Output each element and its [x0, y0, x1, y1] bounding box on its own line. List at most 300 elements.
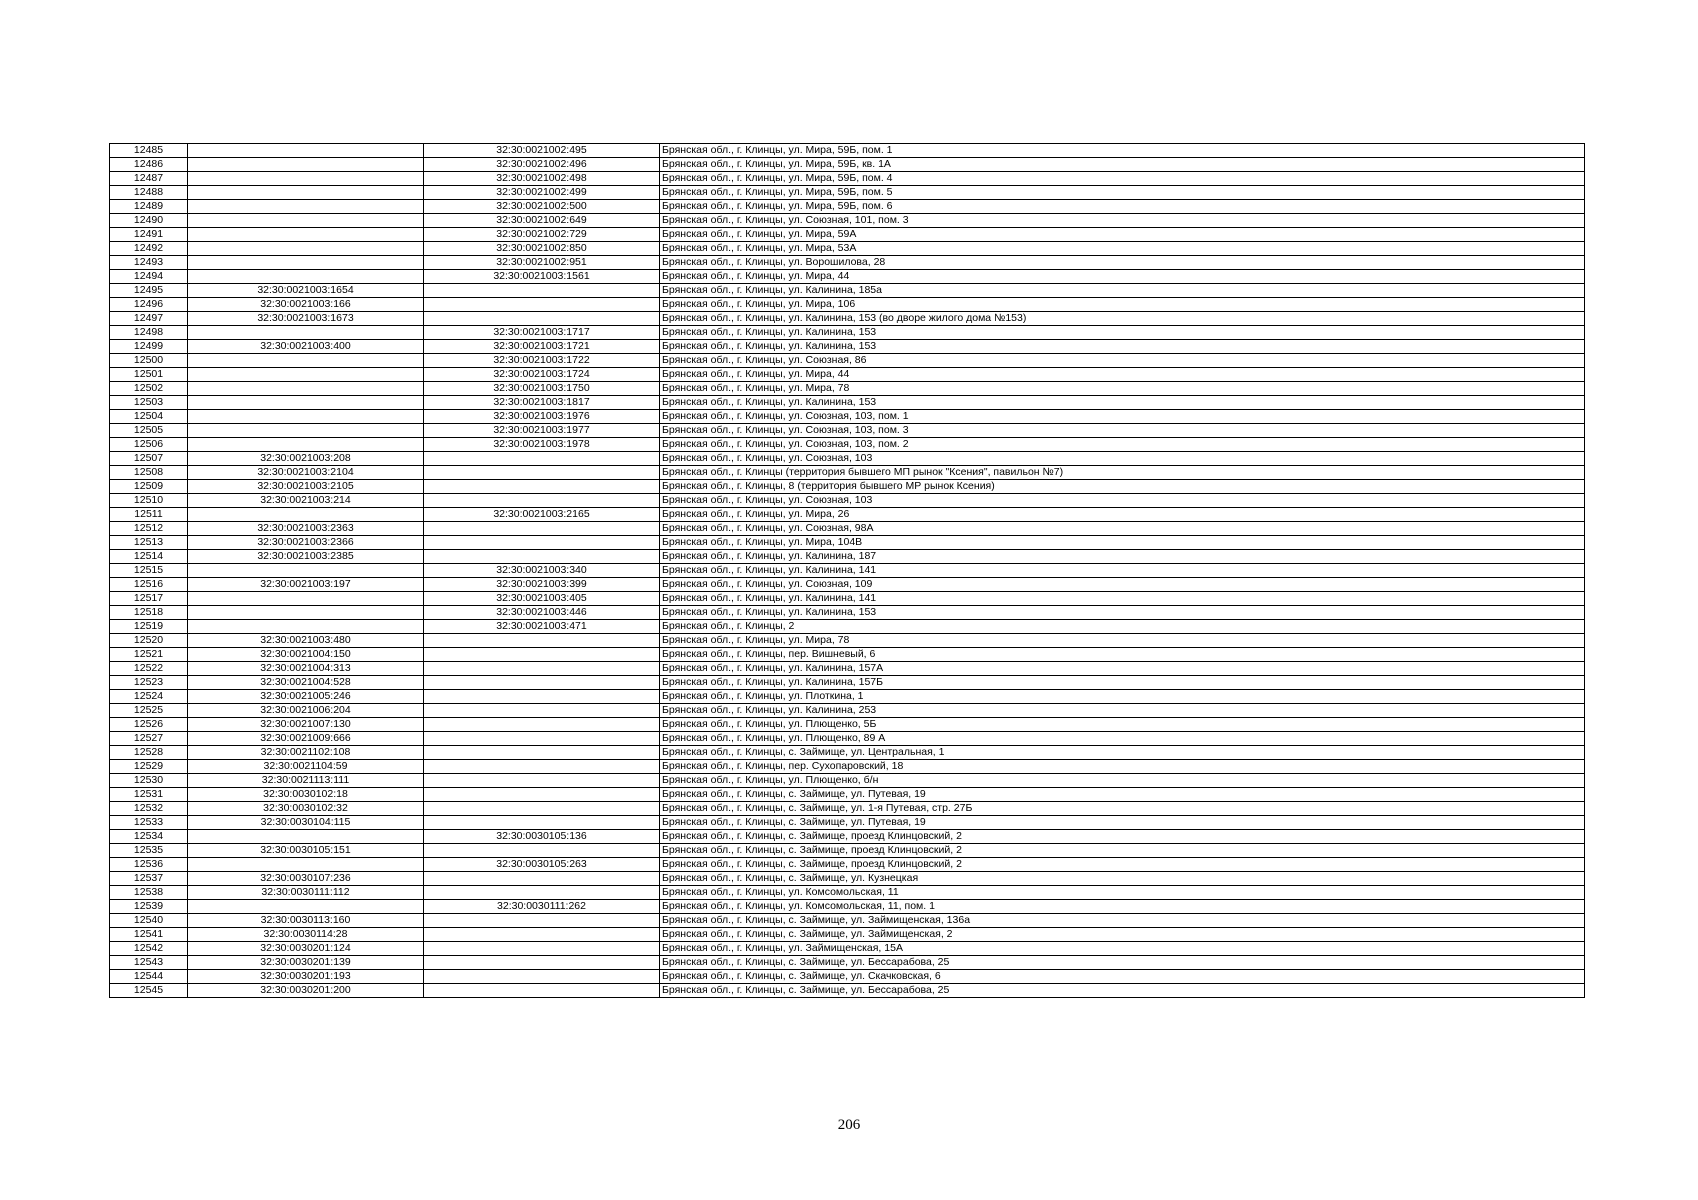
- table-cell: 12508: [110, 466, 188, 480]
- table-cell: 32:30:0021003:166: [188, 298, 424, 312]
- table-row: [110, 396, 1585, 410]
- table-row: [110, 494, 1585, 508]
- table-row: [110, 788, 1585, 802]
- table-cell: 32:30:0030105:151: [188, 844, 424, 858]
- table-cell: 12494: [110, 270, 188, 284]
- table-cell: Брянская обл., г. Клинцы, ул. Калинина, 157А: [660, 662, 1585, 676]
- table-cell: Брянская обл., г. Клинцы, ул. Мира, 59Б, пом. 4: [660, 172, 1585, 186]
- table-cell: 12541: [110, 928, 188, 942]
- table-cell: Брянская обл., г. Клинцы, ул. Союзная, 103, пом. 2: [660, 438, 1585, 452]
- table-cell: Брянская обл., г. Клинцы, ул. Калинина, 253: [660, 704, 1585, 718]
- table-cell: [188, 326, 424, 340]
- table-cell: 32:30:0021002:951: [424, 256, 660, 270]
- table-cell: [188, 270, 424, 284]
- table-cell: [424, 746, 660, 760]
- table-cell: 32:30:0030114:28: [188, 928, 424, 942]
- table-cell: [188, 200, 424, 214]
- table-cell: 32:30:0021003:1654: [188, 284, 424, 298]
- table-cell: 32:30:0021002:729: [424, 228, 660, 242]
- table-row: [110, 382, 1585, 396]
- table-cell: 32:30:0021003:2165: [424, 508, 660, 522]
- table-cell: Брянская обл., г. Клинцы, ул. Союзная, 103, пом. 3: [660, 424, 1585, 438]
- table-row: [110, 158, 1585, 172]
- table-cell: 32:30:0030111:112: [188, 886, 424, 900]
- table-row: [110, 802, 1585, 816]
- table-row: [110, 242, 1585, 256]
- table-row: [110, 186, 1585, 200]
- table-cell: Брянская обл., г. Клинцы, с. Займище, ул. Бессарабова, 25: [660, 984, 1585, 998]
- table-cell: [424, 662, 660, 676]
- table-row: [110, 774, 1585, 788]
- table-cell: [424, 774, 660, 788]
- table-cell: 32:30:0021003:1561: [424, 270, 660, 284]
- table-cell: 32:30:0021003:1721: [424, 340, 660, 354]
- table-cell: [188, 424, 424, 438]
- table-cell: 12517: [110, 592, 188, 606]
- table-cell: 32:30:0021003:399: [424, 578, 660, 592]
- table-cell: 32:30:0021003:2385: [188, 550, 424, 564]
- table-cell: 32:30:0021003:1977: [424, 424, 660, 438]
- table-cell: 32:30:0030201:200: [188, 984, 424, 998]
- table-row: [110, 606, 1585, 620]
- table-cell: [188, 564, 424, 578]
- table-cell: [424, 914, 660, 928]
- table-cell: Брянская обл., г. Клинцы, ул. Комсомольская, 11: [660, 886, 1585, 900]
- table-cell: 12504: [110, 410, 188, 424]
- table-cell: [424, 284, 660, 298]
- table-cell: Брянская обл., г. Клинцы, ул. Комсомольская, 11, пом. 1: [660, 900, 1585, 914]
- table-cell: Брянская обл., г. Клинцы, ул. Мира, 59Б, пом. 6: [660, 200, 1585, 214]
- table-cell: Брянская обл., г. Клинцы, ул. Мира, 59Б, кв. 1А: [660, 158, 1585, 172]
- table-row: [110, 312, 1585, 326]
- table-cell: 32:30:0021003:2366: [188, 536, 424, 550]
- table-row: [110, 550, 1585, 564]
- table-cell: 12544: [110, 970, 188, 984]
- table-cell: Брянская обл., г. Клинцы, с. Займище, ул. Центральная, 1: [660, 746, 1585, 760]
- table-cell: 12505: [110, 424, 188, 438]
- table-cell: [188, 186, 424, 200]
- table-row: [110, 452, 1585, 466]
- table-cell: 32:30:0021003:214: [188, 494, 424, 508]
- table-row: [110, 830, 1585, 844]
- table-cell: Брянская обл., г. Клинцы, ул. Мира, 78: [660, 382, 1585, 396]
- table-cell: 32:30:0030105:263: [424, 858, 660, 872]
- table-cell: [188, 606, 424, 620]
- table-cell: 12507: [110, 452, 188, 466]
- table-cell: [424, 634, 660, 648]
- table-cell: [424, 718, 660, 732]
- table-cell: 32:30:0021003:1724: [424, 368, 660, 382]
- table-cell: Брянская обл., г. Клинцы, ул. Плющенко, 5Б: [660, 718, 1585, 732]
- table-cell: Брянская обл., г. Клинцы, ул. Мира, 59Б, пом. 5: [660, 186, 1585, 200]
- table-row: [110, 592, 1585, 606]
- table-cell: Брянская обл., г. Клинцы, ул. Мира, 26: [660, 508, 1585, 522]
- table-cell: 32:30:0030102:18: [188, 788, 424, 802]
- table-cell: [188, 830, 424, 844]
- table-cell: 32:30:0021003:1673: [188, 312, 424, 326]
- table-cell: Брянская обл., г. Клинцы, с. Займище, ул. Займищенская, 136а: [660, 914, 1585, 928]
- table-row: [110, 662, 1585, 676]
- table-cell: 32:30:0030104:115: [188, 816, 424, 830]
- page-number: 206: [837, 1117, 861, 1133]
- table-cell: 32:30:0021002:649: [424, 214, 660, 228]
- table-cell: 32:30:0021004:150: [188, 648, 424, 662]
- table-cell: [424, 312, 660, 326]
- table-cell: [188, 438, 424, 452]
- table-cell: [424, 816, 660, 830]
- table-cell: Брянская обл., г. Клинцы, ул. Союзная, 86: [660, 354, 1585, 368]
- table-cell: 32:30:0021005:246: [188, 690, 424, 704]
- table-cell: Брянская обл., г. Клинцы, с. Займище, ул. 1-я Путевая, стр. 27Б: [660, 802, 1585, 816]
- table-cell: 12502: [110, 382, 188, 396]
- table-cell: 32:30:0021003:208: [188, 452, 424, 466]
- table-row: [110, 144, 1585, 158]
- table-cell: 32:30:0021003:2105: [188, 480, 424, 494]
- table-cell: 12515: [110, 564, 188, 578]
- table-row: [110, 564, 1585, 578]
- table-cell: 12530: [110, 774, 188, 788]
- table-cell: 12519: [110, 620, 188, 634]
- table-row: [110, 256, 1585, 270]
- table-cell: 12532: [110, 802, 188, 816]
- table-row: [110, 368, 1585, 382]
- table-row: [110, 732, 1585, 746]
- table-cell: [188, 214, 424, 228]
- table-cell: [424, 984, 660, 998]
- table-cell: [424, 956, 660, 970]
- table-row: [110, 508, 1585, 522]
- table-cell: Брянская обл., г. Клинцы, с. Займище, ул. Скачковская, 6: [660, 970, 1585, 984]
- table-cell: [424, 886, 660, 900]
- table-cell: [188, 858, 424, 872]
- table-cell: 12536: [110, 858, 188, 872]
- table-row: [110, 648, 1585, 662]
- table-cell: 12498: [110, 326, 188, 340]
- table-cell: [188, 410, 424, 424]
- table-cell: [424, 704, 660, 718]
- table-cell: 32:30:0021104:59: [188, 760, 424, 774]
- table-cell: 12490: [110, 214, 188, 228]
- table-cell: Брянская обл., г. Клинцы, ул. Союзная, 103, пом. 1: [660, 410, 1585, 424]
- table-row: [110, 900, 1585, 914]
- table-cell: 12514: [110, 550, 188, 564]
- table-cell: Брянская обл., г. Клинцы, ул. Плющенко, б/н: [660, 774, 1585, 788]
- table-cell: [424, 676, 660, 690]
- table-cell: Брянская обл., г. Клинцы, ул. Союзная, 109: [660, 578, 1585, 592]
- table-cell: [188, 228, 424, 242]
- table-cell: 32:30:0021003:471: [424, 620, 660, 634]
- table-row: [110, 438, 1585, 452]
- table-cell: Брянская обл., г. Клинцы, ул. Калинина, 187: [660, 550, 1585, 564]
- table-cell: Брянская обл., г. Клинцы, ул. Мира, 78: [660, 634, 1585, 648]
- table-cell: 12492: [110, 242, 188, 256]
- table-cell: 32:30:0021003:405: [424, 592, 660, 606]
- table-cell: 32:30:0021003:1717: [424, 326, 660, 340]
- table-cell: [424, 536, 660, 550]
- table-row: [110, 480, 1585, 494]
- table-cell: Брянская обл., г. Клинцы, ул. Калинина, 153: [660, 606, 1585, 620]
- table-cell: 32:30:0021003:1722: [424, 354, 660, 368]
- table-cell: Брянская обл., г. Клинцы, 2: [660, 620, 1585, 634]
- table-cell: 12533: [110, 816, 188, 830]
- table-cell: 32:30:0021003:340: [424, 564, 660, 578]
- table-cell: Брянская обл., г. Клинцы (территория бывшего МП рынок "Ксения", павильон №7): [660, 466, 1585, 480]
- table-row: [110, 522, 1585, 536]
- table-row: [110, 620, 1585, 634]
- table-cell: 12511: [110, 508, 188, 522]
- table-cell: 32:30:0021002:500: [424, 200, 660, 214]
- table-cell: Брянская обл., г. Клинцы, ул. Мира, 59А: [660, 228, 1585, 242]
- table-row: [110, 200, 1585, 214]
- table-cell: [424, 452, 660, 466]
- table-cell: 12534: [110, 830, 188, 844]
- table-cell: 32:30:0021003:480: [188, 634, 424, 648]
- table-cell: 32:30:0030201:124: [188, 942, 424, 956]
- table-cell: Брянская обл., г. Клинцы, с. Займище, ул. Бессарабова, 25: [660, 956, 1585, 970]
- table-cell: 32:30:0030105:136: [424, 830, 660, 844]
- table-cell: 12522: [110, 662, 188, 676]
- table-cell: 12523: [110, 676, 188, 690]
- table-cell: Брянская обл., г. Клинцы, ул. Мира, 44: [660, 270, 1585, 284]
- table-cell: 12497: [110, 312, 188, 326]
- table-row: [110, 410, 1585, 424]
- table-cell: Брянская обл., г. Клинцы, ул. Калинина, 185а: [660, 284, 1585, 298]
- table-cell: 12537: [110, 872, 188, 886]
- table-cell: Брянская обл., г. Клинцы, ул. Мира, 53А: [660, 242, 1585, 256]
- table-row: [110, 536, 1585, 550]
- table-cell: 12501: [110, 368, 188, 382]
- table-cell: 32:30:0021004:313: [188, 662, 424, 676]
- table-cell: [188, 172, 424, 186]
- table-row: [110, 872, 1585, 886]
- table-row: [110, 326, 1585, 340]
- table-cell: 12538: [110, 886, 188, 900]
- table-cell: 12528: [110, 746, 188, 760]
- table-row: [110, 228, 1585, 242]
- table-cell: 12485: [110, 144, 188, 158]
- table-row: [110, 858, 1585, 872]
- table-cell: Брянская обл., г. Клинцы, ул. Плющенко, 89 А: [660, 732, 1585, 746]
- table-row: [110, 298, 1585, 312]
- table-cell: 12506: [110, 438, 188, 452]
- table-cell: 32:30:0021002:499: [424, 186, 660, 200]
- table-cell: [424, 480, 660, 494]
- table-cell: [424, 760, 660, 774]
- table-cell: 12521: [110, 648, 188, 662]
- table-cell: [424, 550, 660, 564]
- table-cell: 12512: [110, 522, 188, 536]
- table-cell: 32:30:0030111:262: [424, 900, 660, 914]
- table-cell: 32:30:0021002:495: [424, 144, 660, 158]
- table-cell: [188, 620, 424, 634]
- table-cell: 12495: [110, 284, 188, 298]
- table-cell: 12525: [110, 704, 188, 718]
- table-cell: 32:30:0021007:130: [188, 718, 424, 732]
- table-cell: 32:30:0021003:400: [188, 340, 424, 354]
- table-cell: Брянская обл., г. Клинцы, ул. Ворошилова, 28: [660, 256, 1585, 270]
- table-cell: 12527: [110, 732, 188, 746]
- table-row: [110, 214, 1585, 228]
- table-cell: 32:30:0021003:1817: [424, 396, 660, 410]
- table-cell: [188, 508, 424, 522]
- table-cell: Брянская обл., г. Клинцы, ул. Калинина, 153: [660, 326, 1585, 340]
- table-row: [110, 270, 1585, 284]
- table-cell: 12526: [110, 718, 188, 732]
- table-cell: Брянская обл., г. Клинцы, с. Займище, ул. Кузнецкая: [660, 872, 1585, 886]
- table-cell: 12516: [110, 578, 188, 592]
- table-cell: 12510: [110, 494, 188, 508]
- table-cell: [424, 788, 660, 802]
- table-cell: 32:30:0021002:498: [424, 172, 660, 186]
- table-cell: 32:30:0021003:197: [188, 578, 424, 592]
- table-row: [110, 424, 1585, 438]
- table-cell: Брянская обл., г. Клинцы, ул. Мира, 59Б, пом. 1: [660, 144, 1585, 158]
- table-cell: [424, 844, 660, 858]
- table-cell: Брянская обл., г. Клинцы, ул. Союзная, 98А: [660, 522, 1585, 536]
- table-cell: 32:30:0021113:111: [188, 774, 424, 788]
- table-row: [110, 634, 1585, 648]
- table-cell: [188, 144, 424, 158]
- table-cell: [188, 592, 424, 606]
- table-row: [110, 690, 1585, 704]
- table-cell: [424, 928, 660, 942]
- table-cell: 32:30:0021003:1750: [424, 382, 660, 396]
- document-table: [109, 143, 1585, 998]
- table-row: [110, 970, 1585, 984]
- table-cell: Брянская обл., г. Клинцы, 8 (территория бывшего МР рынок Ксения): [660, 480, 1585, 494]
- table-cell: 12542: [110, 942, 188, 956]
- table-cell: Брянская обл., г. Клинцы, с. Займище, проезд Клинцовский, 2: [660, 830, 1585, 844]
- table-cell: 12486: [110, 158, 188, 172]
- table-cell: [188, 382, 424, 396]
- table-cell: 12520: [110, 634, 188, 648]
- table-cell: Брянская обл., г. Клинцы, ул. Калинина, 153: [660, 340, 1585, 354]
- table-cell: 12518: [110, 606, 188, 620]
- table-row: [110, 984, 1585, 998]
- table-cell: [188, 368, 424, 382]
- table-row: [110, 718, 1585, 732]
- table-row: [110, 816, 1585, 830]
- table-cell: [188, 256, 424, 270]
- table-row: [110, 466, 1585, 480]
- table-row: [110, 354, 1585, 368]
- table-cell: Брянская обл., г. Клинцы, с. Займище, ул. Займищенская, 2: [660, 928, 1585, 942]
- table-cell: Брянская обл., г. Клинцы, пер. Сухопаровский, 18: [660, 760, 1585, 774]
- table-cell: 12496: [110, 298, 188, 312]
- table-cell: 32:30:0030113:160: [188, 914, 424, 928]
- table-cell: 32:30:0021003:1976: [424, 410, 660, 424]
- table-row: [110, 704, 1585, 718]
- table-cell: [188, 396, 424, 410]
- table-row: [110, 942, 1585, 956]
- table-row: [110, 172, 1585, 186]
- table-cell: 12489: [110, 200, 188, 214]
- table-cell: 12500: [110, 354, 188, 368]
- table-cell: 12535: [110, 844, 188, 858]
- table-cell: 12509: [110, 480, 188, 494]
- table-cell: Брянская обл., г. Клинцы, с. Займище, ул. Путевая, 19: [660, 816, 1585, 830]
- table-cell: 32:30:0030201:139: [188, 956, 424, 970]
- table-cell: Брянская обл., г. Клинцы, с. Займище, проезд Клинцовский, 2: [660, 844, 1585, 858]
- table-cell: [188, 900, 424, 914]
- table-cell: Брянская обл., г. Клинцы, ул. Калинина, 141: [660, 592, 1585, 606]
- table-cell: 32:30:0021002:850: [424, 242, 660, 256]
- table-cell: [424, 872, 660, 886]
- table-cell: [424, 690, 660, 704]
- table-cell: Брянская обл., г. Клинцы, с. Займище, проезд Клинцовский, 2: [660, 858, 1585, 872]
- table-cell: Брянская обл., г. Клинцы, ул. Союзная, 103: [660, 494, 1585, 508]
- table-cell: [188, 354, 424, 368]
- table-cell: [424, 648, 660, 662]
- table-cell: [424, 802, 660, 816]
- table-cell: Брянская обл., г. Клинцы, ул. Калинина, 153 (во дворе жилого дома №153): [660, 312, 1585, 326]
- table-cell: [188, 242, 424, 256]
- table-cell: Брянская обл., г. Клинцы, ул. Мира, 106: [660, 298, 1585, 312]
- table-cell: Брянская обл., г. Клинцы, ул. Мира, 104В: [660, 536, 1585, 550]
- table-cell: 12540: [110, 914, 188, 928]
- table-cell: [424, 732, 660, 746]
- table-cell: 32:30:0021004:528: [188, 676, 424, 690]
- table-cell: 32:30:0021009:666: [188, 732, 424, 746]
- table-cell: Брянская обл., г. Клинцы, ул. Мира, 44: [660, 368, 1585, 382]
- table-cell: 12499: [110, 340, 188, 354]
- table-row: [110, 746, 1585, 760]
- table-cell: 12543: [110, 956, 188, 970]
- table-cell: 12545: [110, 984, 188, 998]
- table-row: [110, 886, 1585, 900]
- table-cell: Брянская обл., г. Клинцы, ул. Займищенская, 15А: [660, 942, 1585, 956]
- table-cell: Брянская обл., г. Клинцы, ул. Калинина, 157Б: [660, 676, 1585, 690]
- table-cell: 12524: [110, 690, 188, 704]
- table-cell: [424, 494, 660, 508]
- table-cell: 32:30:0021006:204: [188, 704, 424, 718]
- table-cell: Брянская обл., г. Клинцы, ул. Союзная, 103: [660, 452, 1585, 466]
- table-cell: [424, 466, 660, 480]
- table-cell: Брянская обл., г. Клинцы, ул. Калинина, 141: [660, 564, 1585, 578]
- table-cell: 32:30:0021002:496: [424, 158, 660, 172]
- table-cell: [424, 522, 660, 536]
- table-cell: Брянская обл., г. Клинцы, ул. Калинина, 153: [660, 396, 1585, 410]
- table-cell: 32:30:0021003:1978: [424, 438, 660, 452]
- table-row: [110, 340, 1585, 354]
- table-cell: [424, 298, 660, 312]
- table-cell: [424, 970, 660, 984]
- table-cell: 32:30:0030107:236: [188, 872, 424, 886]
- table-cell: 12488: [110, 186, 188, 200]
- table-cell: 12493: [110, 256, 188, 270]
- table-cell: 12503: [110, 396, 188, 410]
- table-cell: 32:30:0021102:108: [188, 746, 424, 760]
- table-row: [110, 284, 1585, 298]
- table-cell: 32:30:0030201:193: [188, 970, 424, 984]
- table-row: [110, 676, 1585, 690]
- table-row: [110, 844, 1585, 858]
- table-row: [110, 578, 1585, 592]
- table-row: [110, 914, 1585, 928]
- table-row: [110, 760, 1585, 774]
- table-cell: Брянская обл., г. Клинцы, ул. Союзная, 101, пом. 3: [660, 214, 1585, 228]
- table-cell: 12487: [110, 172, 188, 186]
- table-cell: 32:30:0021003:446: [424, 606, 660, 620]
- table-cell: 12539: [110, 900, 188, 914]
- table-cell: Брянская обл., г. Клинцы, ул. Плоткина, 1: [660, 690, 1585, 704]
- table-body: [110, 144, 1585, 998]
- table-cell: [424, 942, 660, 956]
- table-row: [110, 928, 1585, 942]
- table-cell: [188, 158, 424, 172]
- table-row: [110, 956, 1585, 970]
- table-cell: 32:30:0030102:32: [188, 802, 424, 816]
